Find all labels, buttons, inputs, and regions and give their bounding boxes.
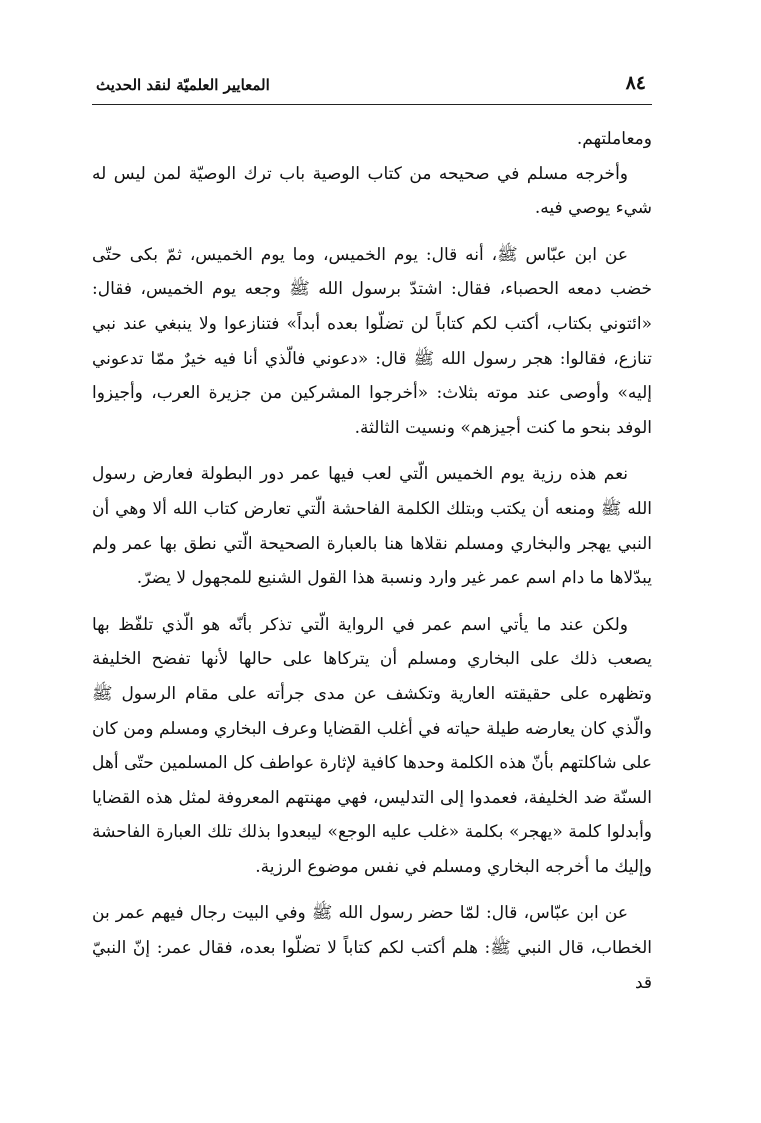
- body-text: [92, 122, 652, 1000]
- page-number: ٨٤: [625, 72, 646, 94]
- paragraph: عن ابن عبّاس، قال: لمّا حضر رسول الله ﷺ وفي البيت رجال فيهم عمر بن الخطاب، قال النبي ﷺ: هلم أكتب لكم كتاباً لا تضلّوا بعده، فقال عمر: إنّ النبيّ قد: [92, 903, 652, 993]
- paragraph: عن ابن عبّاس ﷺ، أنه قال: يوم الخميس، وما يوم الخميس، ثمّ بكى حتّى خضب دمعه الحصباء، فقال: اشتدّ برسول الله ﷺ وجعه يوم الخميس، فقال: «ائتوني بكتاب، أكتب لكم كتاباً لن تضلّوا بعده أبداً» فتنازعوا ولا ينبغي عند نبي تنازع، فقالوا: هجر رسول الله ﷺ قال: «دعوني فالّذي أنا فيه خيرٌ ممّا تدعوني إليه» وأوصى عند موته بثلاث: «أخرجوا المشركين من جزيرة العرب، وأجيزوا الوفد بنحو ما كنت أجيزهم» ونسيت الثالثة.: [92, 244, 652, 438]
- paragraph: ولكن عند ما يأتي اسم عمر في الرواية الّتي تذكر بأنّه هو الّذي تلفّظ بها يصعب ذلك على البخاري ومسلم أن يتركاها على حالها لأنها تفضح الخليفة وتظهره على حقيقته العارية وتكشف عن مدى جرأته على مقام الرسول ﷺ والّذي كان يعارضه طيلة حياته في أغلب القضايا وعرف البخاري ومسلم ومن كان على شاكلتهم بأنّ هذه الكلمة وحدها كافية لإثارة عواطف كل المسلمين حتّى أهل السنّة ضد الخليفة، فعمدوا إلى التدليس، فهي مهنتهم المعروفة لمثل هذه القضايا وأبدلوا كلمة «يهجر» بكلمة «غلب عليه الوجع» ليبعدوا بذلك تلك العبارة الفاحشة وإليك ما أخرجه البخاري ومسلم في نفس موضوع الرزية.: [92, 614, 652, 877]
- paragraph: وأخرجه مسلم في صحيحه من كتاب الوصية باب ترك الوصيّة لمن ليس له شيء يوصي فيه.: [92, 163, 652, 219]
- running-title: المعايير العلميّة لنقد الحديث: [96, 76, 270, 94]
- paragraph: نعم هذه رزية يوم الخميس الّتي لعب فيها عمر دور البطولة فعارض رسول الله ﷺ ومنعه أن يكتب وبتلك الكلمة الفاحشة الّتي تعارض كتاب الله ألا وهي أن النبي يهجر والبخاري ومسلم نقلاها هنا بالعبارة الصحيحة الّتي نطق بها عمر ولم يبدّلاها ما دام اسم عمر غير وارد ونسبة هذا القول الشنيع للمجهول لا يضرّ.: [92, 464, 652, 589]
- page-header: [92, 70, 652, 105]
- paragraph: ومعاملتهم.: [576, 129, 652, 149]
